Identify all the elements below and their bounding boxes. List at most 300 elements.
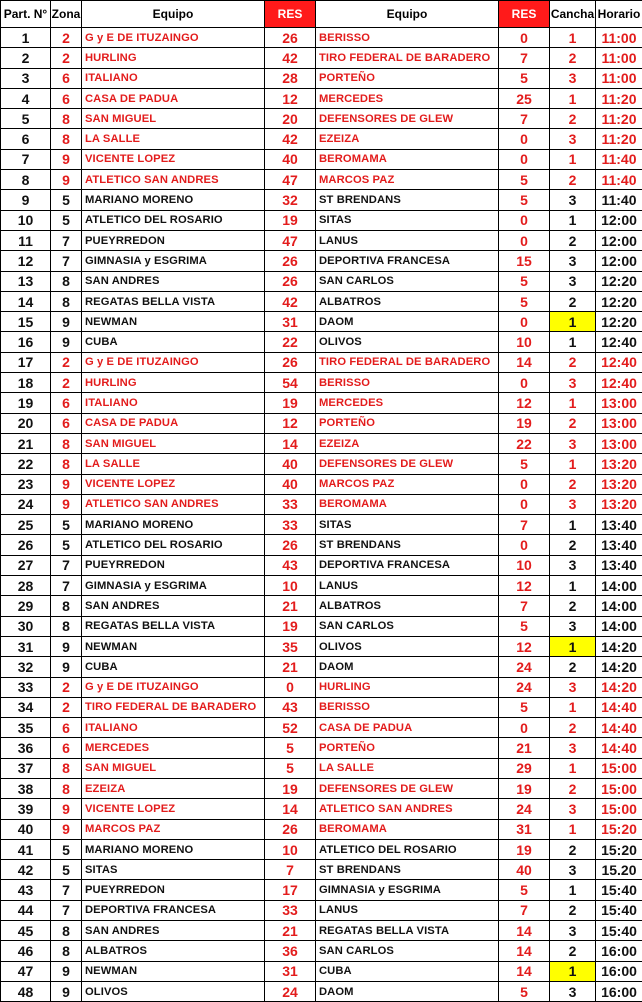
away-team: MERCEDES — [316, 393, 499, 413]
zone-cell: 2 — [51, 352, 82, 372]
match-number: 12 — [1, 251, 51, 271]
home-team: CUBA — [82, 332, 265, 352]
match-number: 34 — [1, 697, 51, 717]
match-number: 4 — [1, 88, 51, 108]
home-team: LA SALLE — [82, 454, 265, 474]
home-score: 5 — [265, 738, 316, 758]
field-number: 1 — [550, 758, 596, 778]
zone-cell: 6 — [51, 393, 82, 413]
field-number: 1 — [550, 515, 596, 535]
table-row — [1, 819, 642, 839]
zone-cell: 9 — [51, 636, 82, 656]
fixture-rows — [1, 28, 642, 1002]
match-time: 12:00 — [596, 230, 642, 250]
away-score: 7 — [499, 109, 550, 129]
home-score: 47 — [265, 170, 316, 190]
zone-cell: 7 — [51, 880, 82, 900]
zone-cell: 9 — [51, 149, 82, 169]
table-row — [1, 312, 642, 332]
table-row — [1, 515, 642, 535]
home-team: DEPORTIVA FRANCESA — [82, 900, 265, 920]
away-score: 29 — [499, 758, 550, 778]
home-score: 7 — [265, 860, 316, 880]
table-row — [1, 677, 642, 697]
header-partido: Part. N° — [1, 1, 51, 28]
away-score: 7 — [499, 515, 550, 535]
match-time: 15:20 — [596, 819, 642, 839]
table-row — [1, 352, 642, 372]
table-row — [1, 961, 642, 981]
field-number: 3 — [550, 494, 596, 514]
home-team: PUEYRREDON — [82, 880, 265, 900]
home-score: 21 — [265, 657, 316, 677]
field-number: 2 — [550, 413, 596, 433]
home-score: 19 — [265, 616, 316, 636]
match-time: 13:40 — [596, 555, 642, 575]
match-number: 32 — [1, 657, 51, 677]
home-team: ATLETICO DEL ROSARIO — [82, 210, 265, 230]
away-team: SITAS — [316, 210, 499, 230]
away-team: SITAS — [316, 515, 499, 535]
away-team: BERISSO — [316, 373, 499, 393]
match-number: 5 — [1, 109, 51, 129]
home-score: 10 — [265, 576, 316, 596]
match-time: 15:40 — [596, 880, 642, 900]
zone-cell: 6 — [51, 88, 82, 108]
match-number: 9 — [1, 190, 51, 210]
away-team: LANUS — [316, 576, 499, 596]
home-team: VICENTE LOPEZ — [82, 149, 265, 169]
match-number: 24 — [1, 494, 51, 514]
away-team: BERISSO — [316, 697, 499, 717]
home-score: 21 — [265, 921, 316, 941]
field-number: 1 — [550, 28, 596, 48]
table-row — [1, 474, 642, 494]
away-team: TIRO FEDERAL DE BARADERO — [316, 48, 499, 68]
home-score: 35 — [265, 636, 316, 656]
away-team: BERISSO — [316, 28, 499, 48]
match-number: 44 — [1, 900, 51, 920]
table-row — [1, 657, 642, 677]
away-team: BEROMAMA — [316, 149, 499, 169]
field-number: 1 — [550, 819, 596, 839]
home-score: 22 — [265, 332, 316, 352]
field-number: 3 — [550, 555, 596, 575]
home-score: 10 — [265, 839, 316, 859]
match-number: 33 — [1, 677, 51, 697]
zone-cell: 9 — [51, 474, 82, 494]
home-team: NEWMAN — [82, 636, 265, 656]
home-team: REGATAS BELLA VISTA — [82, 616, 265, 636]
home-team: GIMNASIA y ESGRIMA — [82, 251, 265, 271]
table-row — [1, 88, 642, 108]
home-score: 36 — [265, 941, 316, 961]
match-time: 11:40 — [596, 170, 642, 190]
table-row — [1, 880, 642, 900]
field-number: 3 — [550, 921, 596, 941]
home-team: CASA DE PADUA — [82, 88, 265, 108]
header-zona: Zona — [51, 1, 82, 28]
zone-cell: 9 — [51, 981, 82, 1001]
zone-cell: 8 — [51, 291, 82, 311]
away-score: 19 — [499, 413, 550, 433]
home-score: 47 — [265, 230, 316, 250]
match-number: 43 — [1, 880, 51, 900]
home-team: MARIANO MORENO — [82, 515, 265, 535]
match-time: 16:00 — [596, 941, 642, 961]
zone-cell: 8 — [51, 941, 82, 961]
home-team: ATLETICO SAN ANDRES — [82, 494, 265, 514]
home-score: 12 — [265, 88, 316, 108]
table-row — [1, 576, 642, 596]
table-row — [1, 393, 642, 413]
match-time: 12:20 — [596, 271, 642, 291]
match-number: 42 — [1, 860, 51, 880]
field-number: 2 — [550, 778, 596, 798]
home-team: HURLING — [82, 48, 265, 68]
table-row — [1, 839, 642, 859]
away-team: LA SALLE — [316, 758, 499, 778]
table-row — [1, 718, 642, 738]
match-number: 41 — [1, 839, 51, 859]
home-score: 12 — [265, 413, 316, 433]
field-number: 3 — [550, 616, 596, 636]
away-score: 5 — [499, 271, 550, 291]
home-score: 43 — [265, 555, 316, 575]
zone-cell: 5 — [51, 860, 82, 880]
match-number: 37 — [1, 758, 51, 778]
home-team: G y E DE ITUZAINGO — [82, 352, 265, 372]
match-time: 11:20 — [596, 109, 642, 129]
home-score: 26 — [265, 28, 316, 48]
match-number: 3 — [1, 68, 51, 88]
field-number: 3 — [550, 190, 596, 210]
match-time: 14:40 — [596, 718, 642, 738]
zone-cell: 9 — [51, 494, 82, 514]
away-team: OLIVOS — [316, 332, 499, 352]
home-team: SAN ANDRES — [82, 596, 265, 616]
field-number: 3 — [550, 271, 596, 291]
away-team: ST BRENDANS — [316, 860, 499, 880]
home-team: ITALIANO — [82, 718, 265, 738]
home-team: PUEYRREDON — [82, 555, 265, 575]
away-score: 0 — [499, 494, 550, 514]
match-number: 7 — [1, 149, 51, 169]
zone-cell: 6 — [51, 718, 82, 738]
match-number: 25 — [1, 515, 51, 535]
home-team: CASA DE PADUA — [82, 413, 265, 433]
table-row — [1, 48, 642, 68]
zone-cell: 2 — [51, 677, 82, 697]
match-time: 13:00 — [596, 393, 642, 413]
match-number: 31 — [1, 636, 51, 656]
match-number: 6 — [1, 129, 51, 149]
field-number: 1 — [550, 880, 596, 900]
table-row — [1, 413, 642, 433]
home-score: 31 — [265, 312, 316, 332]
away-score: 5 — [499, 170, 550, 190]
home-score: 40 — [265, 454, 316, 474]
home-score: 33 — [265, 515, 316, 535]
table-row — [1, 555, 642, 575]
home-team: SITAS — [82, 860, 265, 880]
zone-cell: 7 — [51, 576, 82, 596]
away-team: DAOM — [316, 981, 499, 1001]
match-number: 14 — [1, 291, 51, 311]
home-score: 31 — [265, 961, 316, 981]
home-team: HURLING — [82, 373, 265, 393]
zone-cell: 8 — [51, 616, 82, 636]
table-row — [1, 291, 642, 311]
field-number: 3 — [550, 738, 596, 758]
away-score: 0 — [499, 28, 550, 48]
match-number: 45 — [1, 921, 51, 941]
match-number: 39 — [1, 799, 51, 819]
away-score: 14 — [499, 921, 550, 941]
away-team: PORTEÑO — [316, 738, 499, 758]
home-team: MERCEDES — [82, 738, 265, 758]
zone-cell: 8 — [51, 109, 82, 129]
away-team: TIRO FEDERAL DE BARADERO — [316, 352, 499, 372]
home-team: MARIANO MORENO — [82, 190, 265, 210]
home-score: 26 — [265, 819, 316, 839]
home-score: 54 — [265, 373, 316, 393]
zone-cell: 5 — [51, 190, 82, 210]
match-time: 13:40 — [596, 535, 642, 555]
away-team: EZEIZA — [316, 433, 499, 453]
field-number: 3 — [550, 860, 596, 880]
zone-cell: 8 — [51, 129, 82, 149]
zone-cell: 9 — [51, 170, 82, 190]
home-score: 19 — [265, 778, 316, 798]
field-number: 1 — [550, 393, 596, 413]
match-number: 2 — [1, 48, 51, 68]
match-time: 12:00 — [596, 210, 642, 230]
table-row — [1, 190, 642, 210]
home-score: 42 — [265, 48, 316, 68]
home-score: 19 — [265, 393, 316, 413]
zone-cell: 9 — [51, 799, 82, 819]
field-number: 3 — [550, 373, 596, 393]
table-row — [1, 900, 642, 920]
home-team: ITALIANO — [82, 393, 265, 413]
table-row — [1, 616, 642, 636]
away-score: 40 — [499, 860, 550, 880]
zone-cell: 8 — [51, 778, 82, 798]
home-score: 5 — [265, 758, 316, 778]
match-number: 46 — [1, 941, 51, 961]
match-time: 11:00 — [596, 28, 642, 48]
away-score: 5 — [499, 454, 550, 474]
table-row — [1, 921, 642, 941]
home-score: 26 — [265, 251, 316, 271]
home-score: 40 — [265, 474, 316, 494]
home-team: VICENTE LOPEZ — [82, 799, 265, 819]
away-score: 12 — [499, 576, 550, 596]
away-score: 5 — [499, 190, 550, 210]
away-team: SAN CARLOS — [316, 941, 499, 961]
match-number: 36 — [1, 738, 51, 758]
match-time: 14:20 — [596, 657, 642, 677]
table-row — [1, 170, 642, 190]
home-team: MARCOS PAZ — [82, 819, 265, 839]
match-number: 47 — [1, 961, 51, 981]
field-number: 2 — [550, 900, 596, 920]
away-score: 10 — [499, 555, 550, 575]
zone-cell: 9 — [51, 819, 82, 839]
zone-cell: 8 — [51, 454, 82, 474]
field-number: 1 — [550, 454, 596, 474]
field-number: 1 — [550, 961, 596, 981]
away-team: DEFENSORES DE GLEW — [316, 109, 499, 129]
home-team: SAN ANDRES — [82, 271, 265, 291]
zone-cell: 7 — [51, 555, 82, 575]
header-equipo-local: Equipo — [82, 1, 265, 28]
away-score: 5 — [499, 68, 550, 88]
field-number: 2 — [550, 109, 596, 129]
home-team: ATLETICO DEL ROSARIO — [82, 535, 265, 555]
away-score: 0 — [499, 373, 550, 393]
home-score: 42 — [265, 291, 316, 311]
away-team: DEPORTIVA FRANCESA — [316, 555, 499, 575]
away-score: 19 — [499, 778, 550, 798]
header-res-local: RES — [265, 1, 316, 28]
home-score: 33 — [265, 900, 316, 920]
home-team: G y E DE ITUZAINGO — [82, 28, 265, 48]
away-score: 12 — [499, 393, 550, 413]
away-team: DAOM — [316, 657, 499, 677]
match-time: 11:00 — [596, 48, 642, 68]
match-time: 12:00 — [596, 251, 642, 271]
match-time: 16:00 — [596, 961, 642, 981]
match-time: 14:40 — [596, 738, 642, 758]
match-time: 16:00 — [596, 981, 642, 1001]
match-time: 12:20 — [596, 312, 642, 332]
home-team: NEWMAN — [82, 961, 265, 981]
away-score: 12 — [499, 636, 550, 656]
away-team: SAN CARLOS — [316, 616, 499, 636]
field-number: 2 — [550, 291, 596, 311]
field-number: 2 — [550, 657, 596, 677]
table-row — [1, 373, 642, 393]
away-team: GIMNASIA y ESGRIMA — [316, 880, 499, 900]
home-score: 17 — [265, 880, 316, 900]
table-row — [1, 433, 642, 453]
match-number: 20 — [1, 413, 51, 433]
match-time: 15:00 — [596, 799, 642, 819]
home-team: REGATAS BELLA VISTA — [82, 291, 265, 311]
away-team: ATLETICO SAN ANDRES — [316, 799, 499, 819]
home-score: 43 — [265, 697, 316, 717]
field-number: 2 — [550, 941, 596, 961]
home-score: 26 — [265, 271, 316, 291]
table-row — [1, 535, 642, 555]
match-time: 15:00 — [596, 778, 642, 798]
match-number: 35 — [1, 718, 51, 738]
field-number: 1 — [550, 210, 596, 230]
match-number: 29 — [1, 596, 51, 616]
table-row — [1, 778, 642, 798]
away-score: 31 — [499, 819, 550, 839]
field-number: 3 — [550, 981, 596, 1001]
away-team: ST BRENDANS — [316, 190, 499, 210]
table-row — [1, 149, 642, 169]
home-team: ITALIANO — [82, 68, 265, 88]
zone-cell: 9 — [51, 657, 82, 677]
match-time: 14:00 — [596, 616, 642, 636]
away-score: 7 — [499, 48, 550, 68]
zone-cell: 5 — [51, 210, 82, 230]
away-team: CASA DE PADUA — [316, 718, 499, 738]
away-team: EZEIZA — [316, 129, 499, 149]
zone-cell: 9 — [51, 961, 82, 981]
field-number: 3 — [550, 251, 596, 271]
away-team: HURLING — [316, 677, 499, 697]
zone-cell: 8 — [51, 596, 82, 616]
away-team: ALBATROS — [316, 596, 499, 616]
match-time: 14:00 — [596, 596, 642, 616]
field-number: 2 — [550, 230, 596, 250]
match-time: 13:20 — [596, 454, 642, 474]
zone-cell: 8 — [51, 921, 82, 941]
zone-cell: 2 — [51, 373, 82, 393]
zone-cell: 5 — [51, 535, 82, 555]
away-team: DAOM — [316, 312, 499, 332]
zone-cell: 5 — [51, 839, 82, 859]
table-row — [1, 332, 642, 352]
table-row — [1, 68, 642, 88]
away-score: 14 — [499, 961, 550, 981]
match-number: 10 — [1, 210, 51, 230]
away-team: MARCOS PAZ — [316, 170, 499, 190]
table-row — [1, 636, 642, 656]
away-score: 22 — [499, 433, 550, 453]
match-number: 40 — [1, 819, 51, 839]
field-number: 3 — [550, 129, 596, 149]
field-number: 2 — [550, 352, 596, 372]
match-time: 14:20 — [596, 636, 642, 656]
match-number: 27 — [1, 555, 51, 575]
header-row — [1, 1, 642, 28]
home-team: G y E DE ITUZAINGO — [82, 677, 265, 697]
match-time: 11:20 — [596, 88, 642, 108]
away-team: REGATAS BELLA VISTA — [316, 921, 499, 941]
match-time: 15:40 — [596, 900, 642, 920]
match-time: 13:00 — [596, 433, 642, 453]
home-team: TIRO FEDERAL DE BARADERO — [82, 697, 265, 717]
match-time: 14:20 — [596, 677, 642, 697]
header-res-visitante: RES — [499, 1, 550, 28]
field-number: 2 — [550, 718, 596, 738]
table-row — [1, 981, 642, 1001]
field-number: 1 — [550, 332, 596, 352]
away-score: 21 — [499, 738, 550, 758]
home-score: 28 — [265, 68, 316, 88]
match-time: 15.20 — [596, 860, 642, 880]
away-score: 5 — [499, 697, 550, 717]
home-team: EZEIZA — [82, 778, 265, 798]
away-team: CUBA — [316, 961, 499, 981]
table-row — [1, 799, 642, 819]
match-time: 11:20 — [596, 129, 642, 149]
home-score: 24 — [265, 981, 316, 1001]
away-score: 0 — [499, 230, 550, 250]
away-score: 15 — [499, 251, 550, 271]
match-time: 15:00 — [596, 758, 642, 778]
away-score: 5 — [499, 616, 550, 636]
away-team: DEFENSORES DE GLEW — [316, 454, 499, 474]
table-row — [1, 210, 642, 230]
